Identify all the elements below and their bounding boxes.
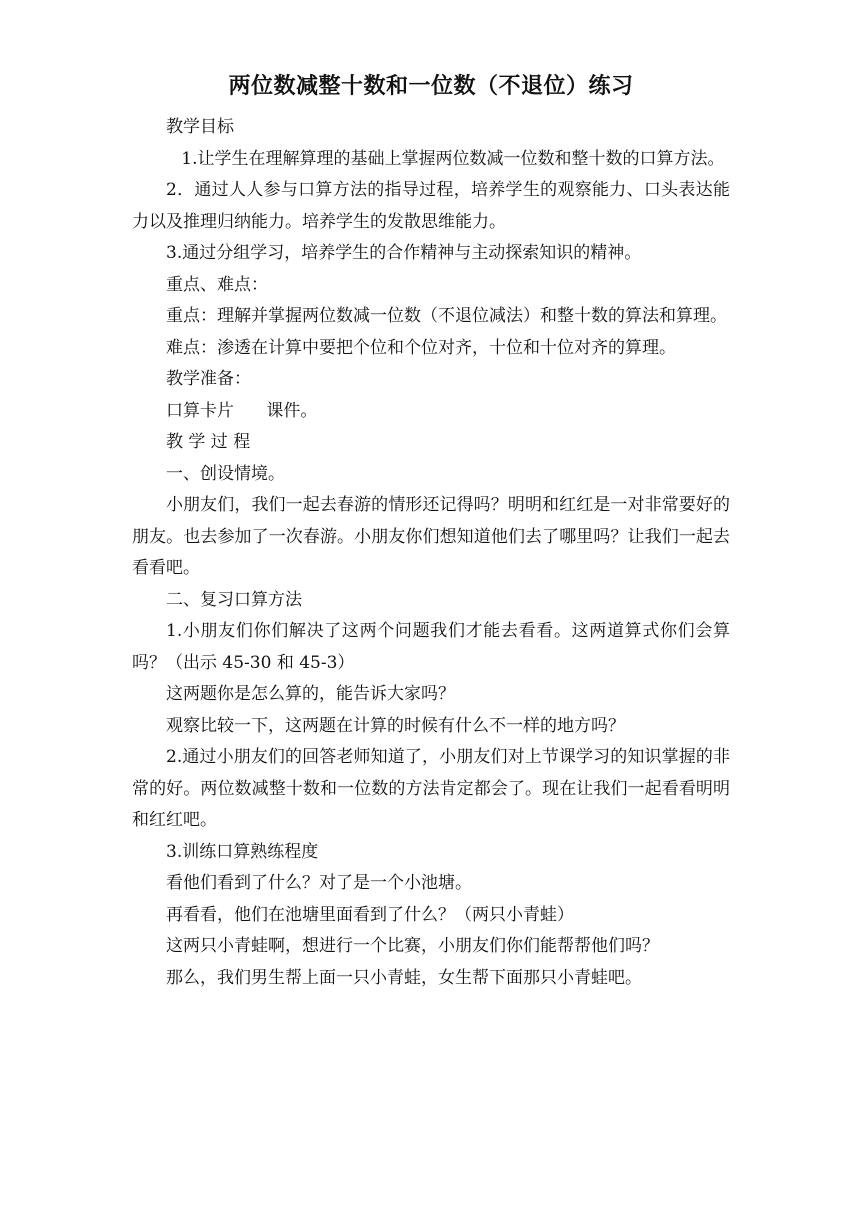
key-point-paragraph: 重点：理解并掌握两位数减一位数（不退位减法）和整十数的算法和算理。 [166, 306, 727, 326]
review-item-3: 3.训练口算熟练程度 [166, 841, 319, 862]
review-item-2: 2.通过小朋友们的回答老师知道了，小朋友们对上节课学习的知识掌握的非常的好。两位数减整十数和一位数的方法肯定都会了。现在让我们一起看看明明和红红吧。 [132, 747, 730, 830]
process-step-1-heading: 一、创设情境。 [166, 463, 285, 484]
section-heading-objectives: 教学目标 [166, 117, 234, 137]
section-heading-key-points: 重点、难点： [166, 274, 268, 295]
objective-item-1: 1.让学生在理解算理的基础上掌握两位数减一位数和整十数的口算方法。 [181, 148, 725, 169]
review-item-1: 1.小朋友们你们解决了这两个问题我们才能去看看。这两道算式你们会算吗？（出示 45-30 和 45-3） [132, 621, 730, 673]
training-text-4: 那么，我们男生帮上面一只小青蛙，女生帮下面那只小青蛙吧。 [166, 967, 642, 988]
section-heading-preparation: 教学准备： [166, 369, 251, 389]
training-text-3: 这两只小青蛙啊，想进行一个比赛，小朋友们你们能帮帮他们吗？ [166, 936, 659, 956]
process-step-2-heading: 二、复习口算方法 [166, 589, 302, 610]
review-question-1: 这两题你是怎么算的，能告诉大家吗？ [166, 684, 455, 704]
section-heading-process: 教 学 过 程 [166, 432, 251, 452]
document-body [132, 112, 730, 994]
process-step-1-text: 小朋友们，我们一起去春游的情形还记得吗？明明和红红是一对非常要好的朋友。也去参加了一次春游。小朋友你们想知道他们去了哪里吗？让我们一起去看看吧。 [132, 495, 730, 578]
difficulty-paragraph: 难点：渗透在计算中要把个位和个位对齐，十位和十位对齐的算理。 [166, 337, 676, 358]
training-text-2: 再看看，他们在池塘里面看到了什么？（两只小青蛙） [166, 904, 574, 925]
document-title: 两位数减整十数和一位数（不退位）练习 [228, 73, 634, 99]
preparation-items: 口算卡片 课件。 [166, 400, 318, 421]
objective-item-2: 2．通过人人参与口算方法的指导过程，培养学生的观察能力、口头表达能力以及推理归纳能力。培养学生的发散思维能力。 [132, 180, 730, 232]
objective-item-3: 3.通过分组学习，培养学生的合作精神与主动探索知识的精神。 [166, 243, 642, 263]
training-text-1: 看他们看到了什么？对了是一个小池塘。 [166, 873, 472, 893]
review-question-2: 观察比较一下，这两题在计算的时候有什么不一样的地方吗？ [166, 715, 625, 736]
